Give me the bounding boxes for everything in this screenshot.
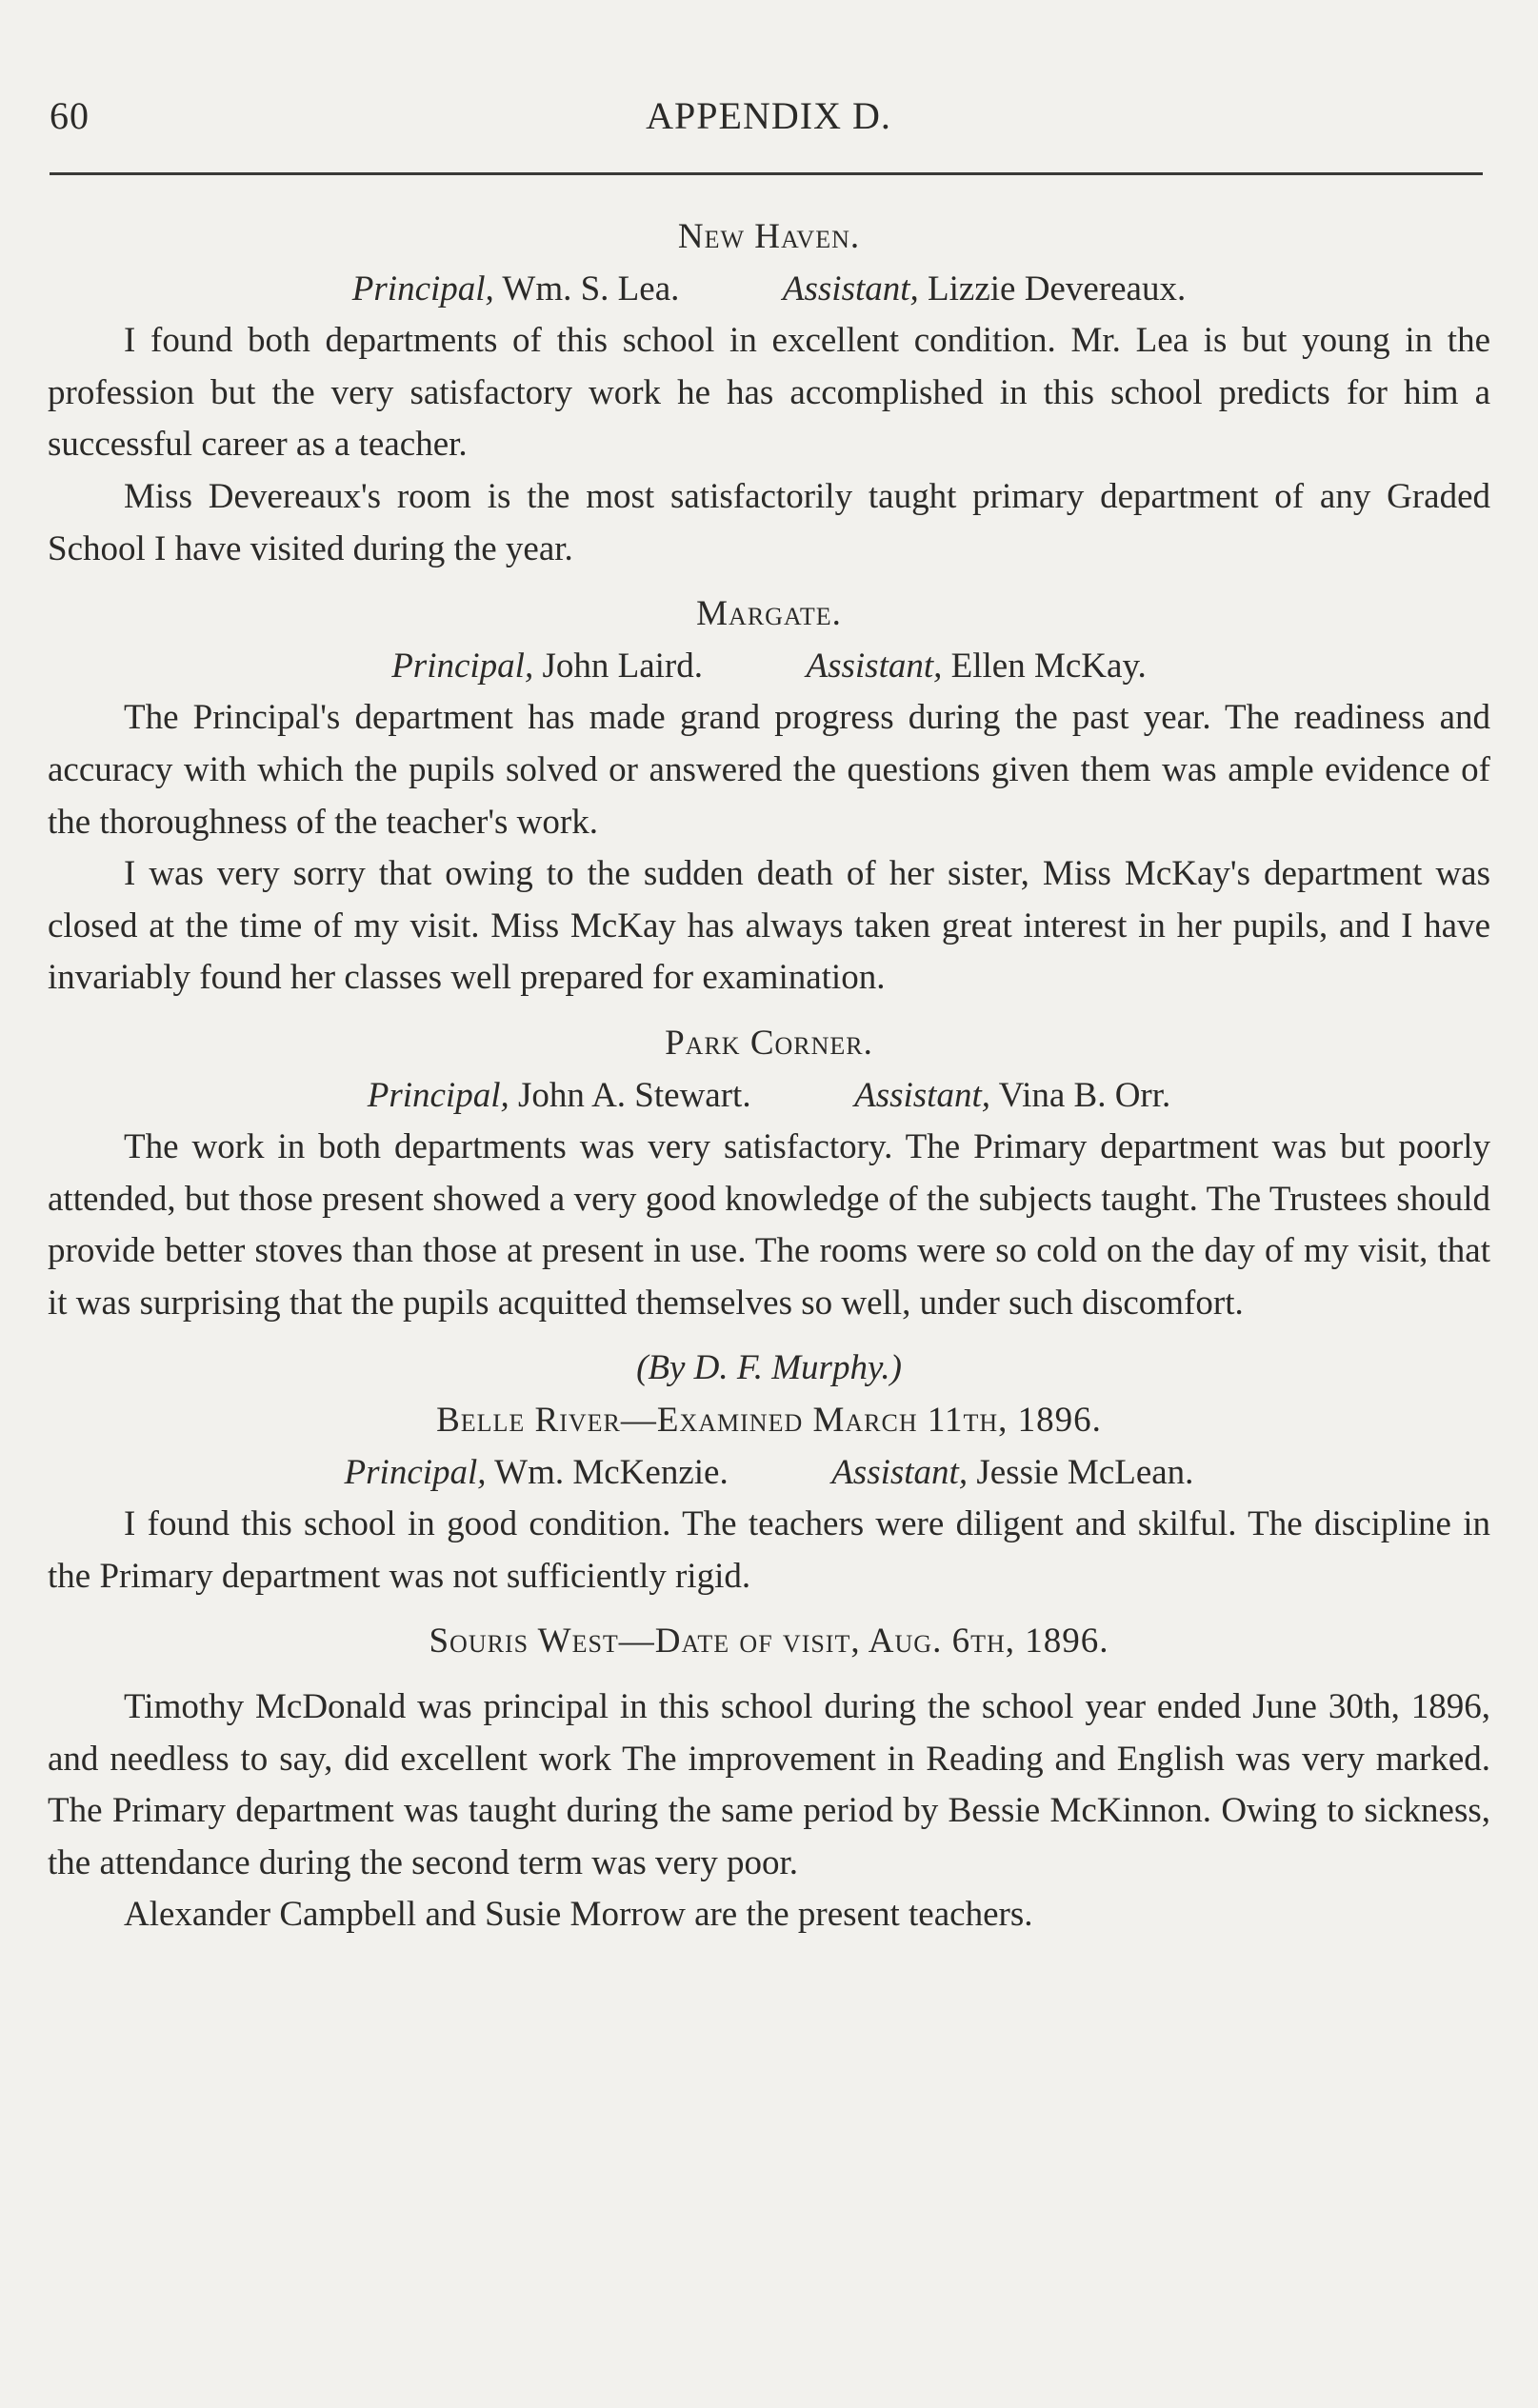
assistant-name: Ellen McKay. xyxy=(950,646,1147,686)
section-heading-new-haven: New Haven. xyxy=(677,217,861,256)
running-title: APPENDIX D. xyxy=(646,94,891,137)
principal-name: Wm. S. Lea. xyxy=(502,269,680,308)
paragraph: Miss Devereaux's room is the most satisfactorily taught primary department of any Graded School I have visited during the year. xyxy=(48,476,1490,568)
paragraph: I was very sorry that owing to the sudden death of her sister, Miss McKay's department was closed at the time of my visit. Miss McKay has always taken great interest in her pupils, and I have invariably found her classes well prepared for examination. xyxy=(48,854,1490,998)
principal-label: Principal, xyxy=(351,269,494,308)
paragraph: Alexander Campbell and Susie Morrow are the present teachers. xyxy=(124,1895,1033,1935)
byline: (By D. F. Murphy.) xyxy=(636,1348,902,1388)
section-heading-belle-river: Belle River—Examined March 11th, 1896. xyxy=(436,1401,1102,1441)
section-heading-margate: Margate. xyxy=(696,594,842,634)
paragraph: Timothy McDonald was principal in this school during the school year ended June 30th, 1896, and needless to say, did excellent work The improvement in Reading and English was very marked. The Primary department was taught during the same period by Bessie McKinnon. Owing to sickness, the attendance during the second term was very poor. xyxy=(48,1687,1490,1882)
principal-name: John Laird. xyxy=(542,646,703,686)
officers-new-haven xyxy=(48,264,1490,316)
page-number: 60 xyxy=(50,94,90,137)
assistant-label: Assistant, xyxy=(782,269,919,308)
assistant-label: Assistant, xyxy=(806,646,943,686)
principal-name: John A. Stewart. xyxy=(517,1075,751,1115)
page-content xyxy=(48,211,1490,1941)
paragraph: I found this school in good condition. The teachers were diligent and skilful. The discipline in the Primary department was not sufficiently rigid. xyxy=(48,1504,1490,1596)
assistant-name: Jessie McLean. xyxy=(976,1452,1194,1492)
officers-park-corner xyxy=(48,1070,1490,1123)
officers-belle-river xyxy=(48,1447,1490,1500)
assistant-label: Assistant, xyxy=(854,1075,990,1115)
paragraph: The Principal's department has made grand progress during the past year. The readiness and accuracy with which the pupils solved or answered the questions given them was ample evidence of the thoroughness of the teacher's work. xyxy=(48,698,1490,842)
section-heading-park-corner: Park Corner. xyxy=(665,1023,873,1063)
principal-label: Principal, xyxy=(391,646,534,686)
principal-label: Principal, xyxy=(367,1075,509,1115)
officers-margate xyxy=(48,641,1490,693)
principal-name: Wm. McKenzie. xyxy=(494,1452,729,1492)
assistant-name: Vina B. Orr. xyxy=(998,1075,1171,1115)
section-heading-souris-west: Souris West—Date of visit, Aug. 6th, 1896. xyxy=(429,1622,1109,1662)
principal-label: Principal, xyxy=(344,1452,487,1492)
paragraph: I found both departments of this school in excellent condition. Mr. Lea is but young in the profession but the very satisfactory work he has accomplished in this school predicts for him a successful career as a teacher. xyxy=(48,321,1490,465)
header-rule xyxy=(50,172,1483,175)
page-header xyxy=(50,93,1488,150)
assistant-label: Assistant, xyxy=(831,1452,969,1492)
paragraph: The work in both departments was very satisfactory. The Primary department was but poorly attended, but those present showed a very good knowledge of the subjects taught. The Trustees should provide better stoves than those at present in use. The rooms were so cold on the day of my visit, that it was surprising that the pupils acquitted themselves so well, under such discomfort. xyxy=(48,1127,1490,1323)
assistant-name: Lizzie Devereaux. xyxy=(928,269,1187,308)
